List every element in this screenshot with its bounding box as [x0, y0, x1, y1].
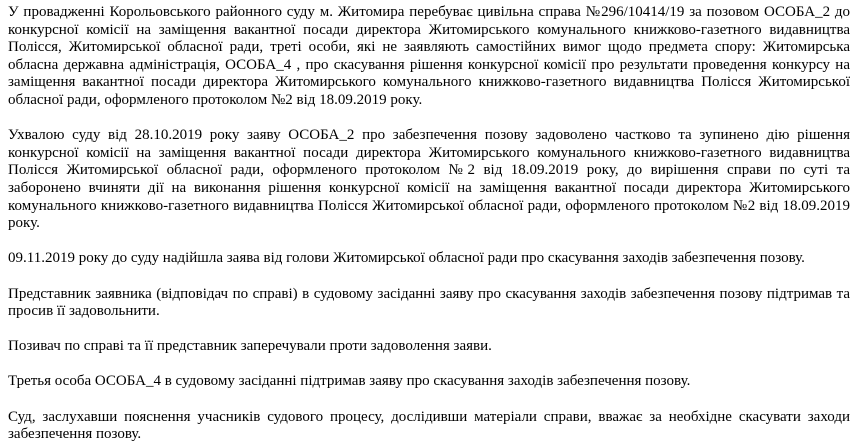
- paragraph-third-party-position: Третья особа ОСОБА_4 в судовому засіданні підтримав заяву про скасування заходів забезпечення позову.: [8, 373, 691, 390]
- paragraph-plaintiff-objection: Позивач по справі та її представник заперечували проти задоволення заяви.: [8, 338, 492, 355]
- paragraph-court-conclusion: Суд, заслухавши пояснення учасників судового процесу, дослідивши матеріали справи, вважає за необхідне скасувати заходи забезпечення позову.: [8, 408, 850, 443]
- paragraph-application-received: 09.11.2019 року до суду надійшла заява від голови Житомирської обласної ради про скасування заходів забезпечення позову.: [8, 250, 805, 267]
- paragraph-applicant-position: Представник заявника (відповідач по справі) в судовому засіданні заяву про скасування заходів забезпечення позову підтримав та просив її задовольнити.: [8, 285, 850, 320]
- paragraph-case-intro: У провадженні Корольовського районного суду м. Житомира перебуває цивільна справа №296/10414/19 за позовом ОСОБА_2 до конкурсної комісії на заміщення вакантної посади директора Житомирського комунального книжково-газетного видавництва Полісся, Житомирської обласної ради, треті особи, які не заявляють самостійних вимог щодо предмета спору: Житомирська обласна державна адміністрація, ОСОБА_4 , про скасування рішення конкурсної комісії про результати проведення конкурсу на заміщення вакантної посади директора Житомирського комунального книжково-газетного видавництва Полісся Житомирської обласної ради, оформленого протоколом №2 від 18.09.2019 року.: [8, 4, 850, 108]
- paragraph-prior-ruling: Ухвалою суду від 28.10.2019 року заяву ОСОБА_2 про забезпечення позову задоволено частково та зупинено дію рішення конкурсної комісії на заміщення вакантної посади директора Житомирського комунального книжково-газетного видавництва Полісся Житомирської обласної ради, оформленого протоколом №2 від 18.09.2019 року, до вирішення справи по суті та заборонено вчиняти дії на виконання рішення конкурсної комісії на заміщення вакантної посади директора Житомирського комунального книжково-газетного видавництва Полісся Житомирської обласної ради, оформленого протоколом №2 від 18.09.2019 року.: [8, 127, 850, 232]
